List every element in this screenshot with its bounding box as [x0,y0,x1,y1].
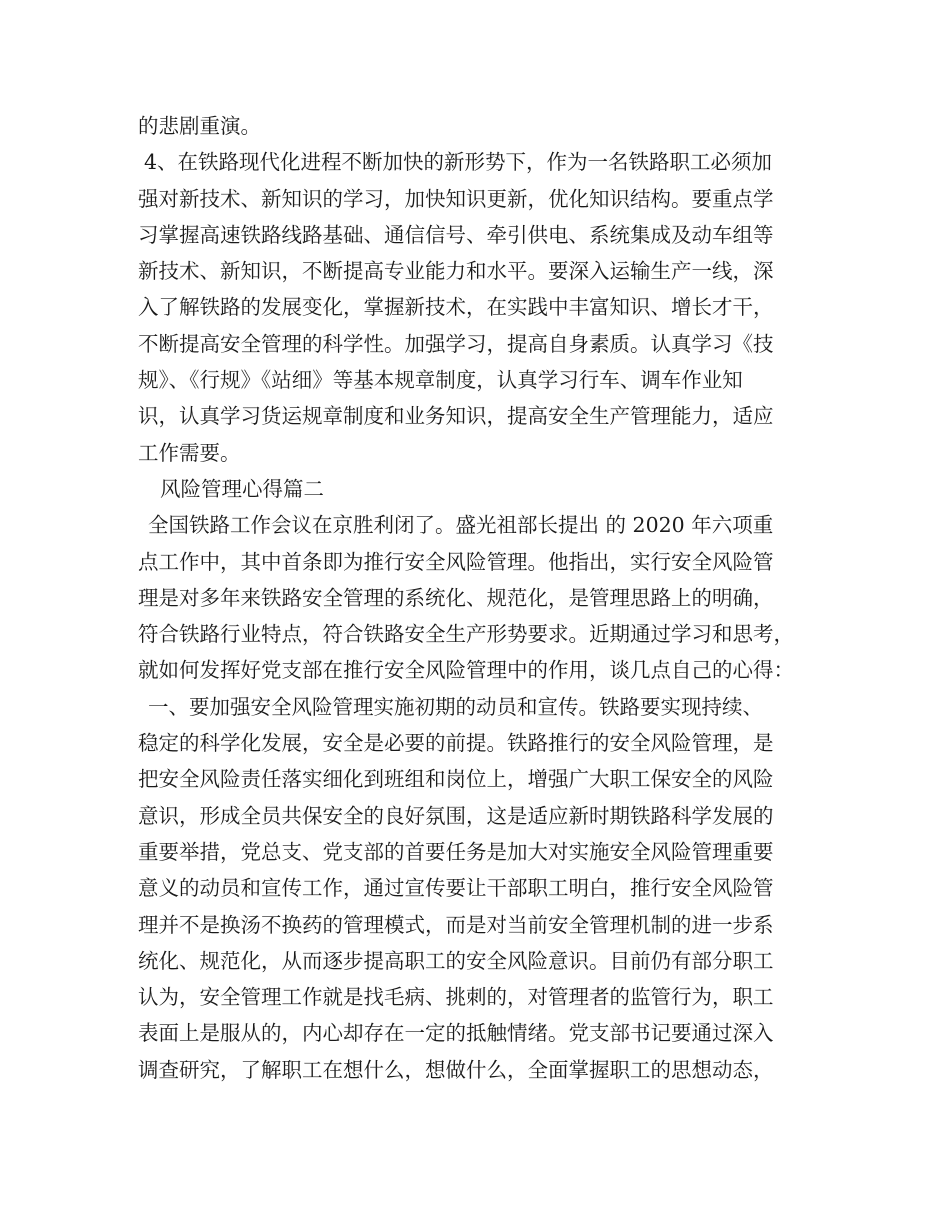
text-line: 强对新技术、新知识的学习，加快知识更新，优化知识结构。要重点学 [138,186,774,211]
text-line: 就如何发挥好党支部在推行安全风险管理中的作用，谈几点自己的心得： [138,658,794,683]
text-line: 新技术、新知识，不断提高专业能力和水平。要深入运输生产一线，深 [138,259,774,284]
section-heading: 风险管理心得篇二 [160,476,324,501]
text-line: 工作需要。 [138,440,241,465]
text-line: 习掌握高速铁路线路基础、通信信号、牵引供电、系统集成及动车组等 [138,222,774,247]
text-line: 规》、《行规》《站细》等基本规章制度，认真学习行车、调车作业知 [138,368,743,393]
text-line: 理并不是换汤不换药的管理模式，而是对当前安全管理机制的进一步系 [138,912,774,937]
text-line: 意义的动员和宣传工作，通过宣传要让干部职工明白，推行安全风险管 [138,876,774,901]
text-line: 意识，形成全员共保安全的良好氛围，这是适应新时期铁路科学发展的 [138,803,774,828]
text-line: 识，认真学习货运规章制度和业务知识，提高安全生产管理能力，适应 [138,404,774,429]
text-line: 理是对多年来铁路安全管理的系统化、规范化，是管理思路上的明确， [138,585,774,610]
text-line: 稳定的科学化发展，安全是必要的前提。铁路推行的安全风险管理，是 [138,731,774,756]
text-line: 调查研究，了解职工在想什么，想做什么，全面掌握职工的思想动态， [138,1057,774,1082]
text-line: 表面上是服从的，内心却存在一定的抵触情绪。党支部书记要通过深入 [138,1021,774,1046]
text-line: 统化、规范化，从而逐步提高职工的安全风险意识。目前仍有部分职工 [138,948,774,973]
text-line: 把安全风险责任落实细化到班组和岗位上，增强广大职工保安全的风险 [138,767,774,792]
body-text [138,108,828,1088]
text-line: 一、要加强安全风险管理实施初期的动员和宣传。铁路要实现持续、 [148,694,763,719]
text-line: 符合铁路行业特点，符合铁路安全生产形势要求。近期通过学习和思考， [138,622,794,647]
text-line: 4、在铁路现代化进程不断加快的新形势下，作为一名铁路职工必须加 [144,150,773,175]
text-line: 全国铁路工作会议在京胜利闭了。盛光祖部长提出 的 2020 年六项重 [148,513,774,538]
text-line: 点工作中，其中首条即为推行安全风险管理。他指出，实行安全风险管 [138,549,774,574]
text-line: 的悲剧重演。 [138,114,261,138]
text-line: 入了解铁路的发展变化，掌握新技术，在实践中丰富知识、增长才干， [138,295,774,320]
text-line: 不断提高安全管理的科学性。加强学习，提高自身素质。认真学习《技 [138,331,774,356]
text-line: 重要举措，党总支、党支部的首要任务是加大对实施安全风险管理重要 [138,839,774,864]
text-line: 认为，安全管理工作就是找毛病、挑刺的，对管理者的监管行为，职工 [138,985,774,1010]
